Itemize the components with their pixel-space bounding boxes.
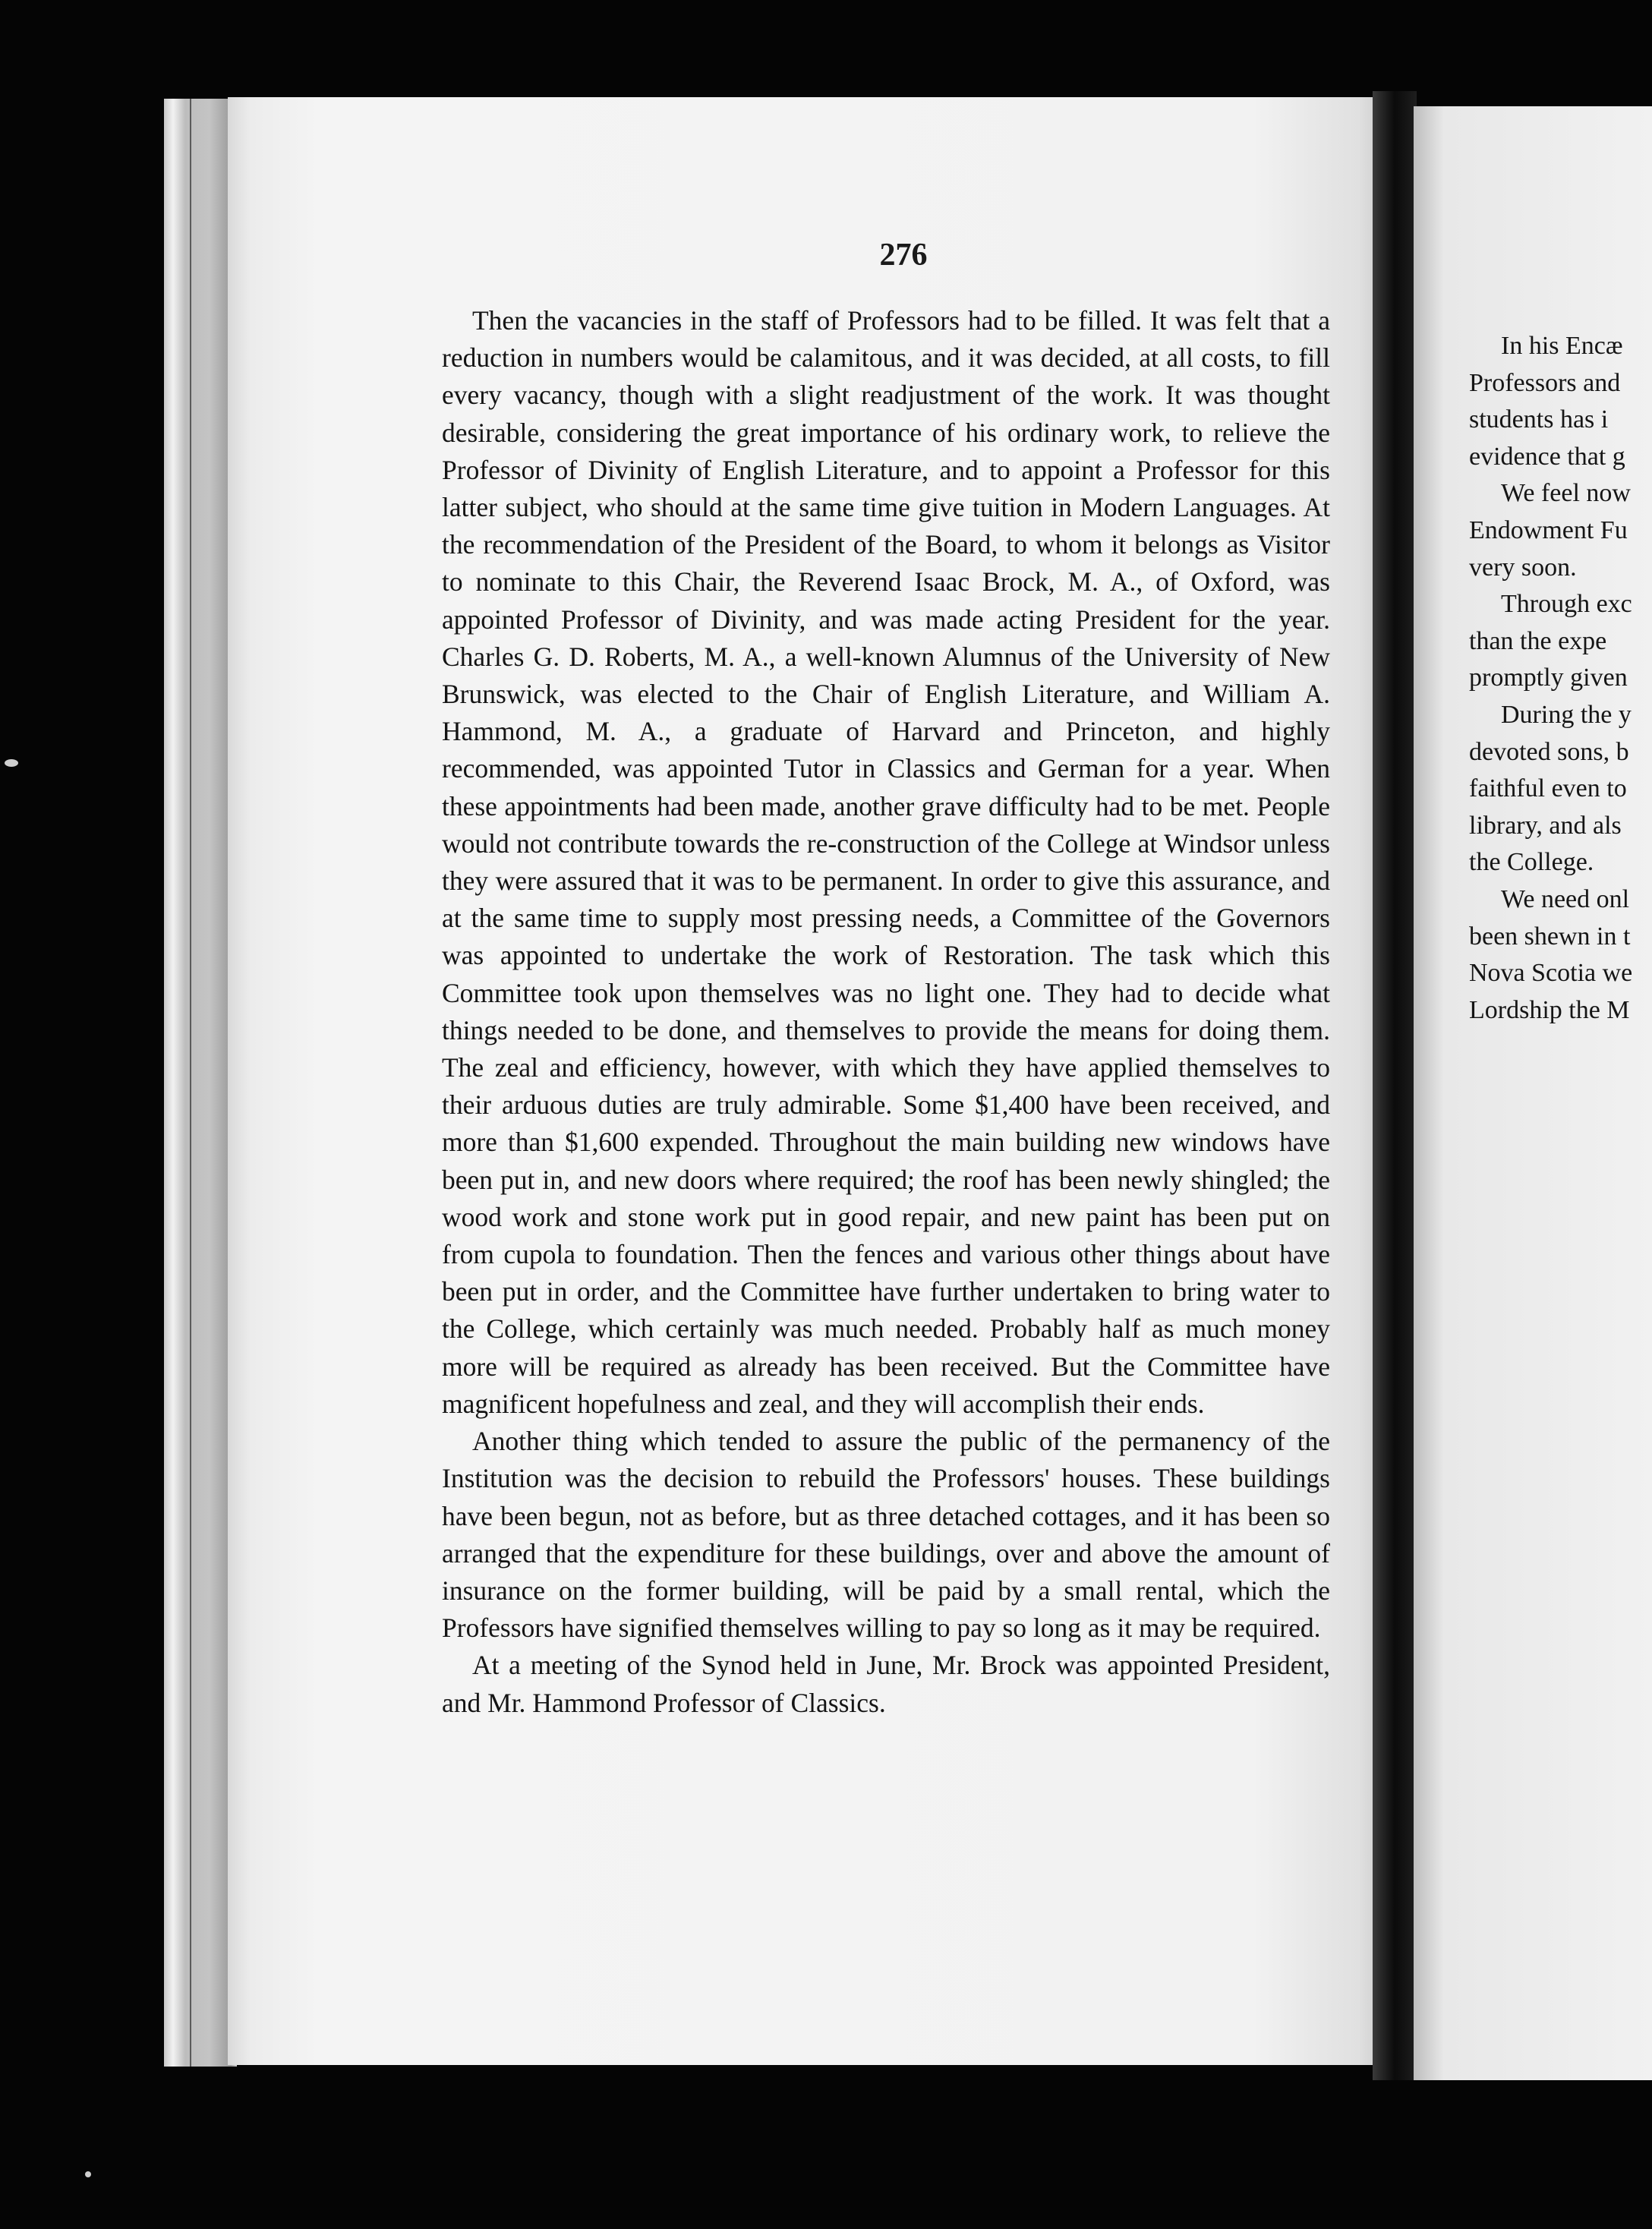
book-gutter [1373, 91, 1417, 2080]
right-page-line: devoted sons, b [1469, 737, 1629, 766]
paragraph-2: Another thing which tended to assure the public of the permanency of the Institution was the decision to rebuild the Professors' houses. These buildings have been begun, not as before, but as three detached cottages, and it has been so arranged that the expenditure for these buildings, over and above the amount of insurance on the former building, will be paid by a small rental, which the Professors have signified themselves willing to pay so long as it may be required. [442, 1426, 1330, 1644]
paragraph-1: Then the vacancies in the staff of Professors had to be filled. It was felt that a reduction in numbers would be calamitous, and it was decided, at all costs, to fill every vacancy, though with a slight readjustment of the work. It was thought desirable, considering the great importance of his ordinary work, to relieve the Professor of Divinity of English Literature, and to appoint a Professor for this latter subject, who should at the same time give tuition in Modern Languages. At the recommendation of the President of the Board, to whom it belongs as Visitor to nominate to this Chair, the Reverend Isaac Brock, M. A., of Oxford, was appointed Professor of Divinity, and was made acting President for the year. Charles G. D. Roberts, M. A., a well-known Alumnus of the University of New Brunswick, was elected to the Chair of English Literature, and William A. Hammond, M. A., a graduate of Harvard and Princeton, and highly recommended, was appointed Tutor in Classics and German for a year. When these appointments had been made, another grave difficulty had to be met. People would not contribute towards the re-construction of the College at Windsor unless they were assured that it was to be permanent. In order to give this assurance, and at the same time to supply most pressing needs, a Committee of the Governors was appointed to undertake the work of Restoration. The task which this Committee took upon themselves was no light one. They had to decide what things needed to be done, and themselves to provide the means for doing them. The zeal and efficiency, however, with which they have applied themselves to their arduous duties are truly admirable. Some $1,400 have been received, and more than $1,600 expended. Throughout the main building new windows have been put in, and new doors where required; the roof has been newly shingled; the wood work and stone work put in good repair, and new paint has been put on from cupola to foundation. Then the fences and various other things about have been put in order, and the Committee have further undertaken to bring water to the College, which certainly was much needed. Probably half as much money more will be required as already has been received. But the Committee have magnificent hopefulness and zeal, and they will accomplish their ends. [442, 305, 1330, 1419]
paragraph-3: At a meeting of the Synod held in June, Mr. Brock was appointed President, and Mr. Hammond Professor of Classics. [442, 1650, 1330, 1718]
dust-speck [85, 2171, 91, 2177]
right-page-line: promptly given [1469, 664, 1628, 692]
main-text-block [442, 302, 1330, 1722]
right-page-line: Through exc [1501, 590, 1632, 619]
right-page-line: than the expe [1469, 626, 1607, 655]
right-page-line: faithful even to [1469, 774, 1627, 803]
right-page-line: library, and als [1469, 811, 1622, 840]
page-edges [164, 99, 237, 2067]
right-page-line: In his Encæ [1501, 332, 1623, 360]
page-number: 276 [879, 238, 928, 273]
right-page-line: Nova Scotia we [1469, 959, 1633, 988]
right-page-line: We need onl [1501, 884, 1630, 913]
right-page-line: the College. [1469, 848, 1594, 877]
right-page-line: Lordship the M [1469, 995, 1630, 1024]
right-page-line: very soon. [1469, 553, 1577, 582]
right-page-text [1469, 328, 1652, 1029]
right-page-line: Endowment Fu [1469, 515, 1628, 544]
right-page-line: During the y [1501, 700, 1632, 729]
right-page-line: been shewn in t [1469, 922, 1631, 951]
right-page-line: We feel now [1501, 479, 1631, 508]
right-page-line: students has i [1469, 405, 1609, 434]
right-page-line: evidence that g [1469, 442, 1625, 471]
dust-speck [5, 759, 18, 767]
right-page-line: Professors and [1469, 368, 1621, 397]
